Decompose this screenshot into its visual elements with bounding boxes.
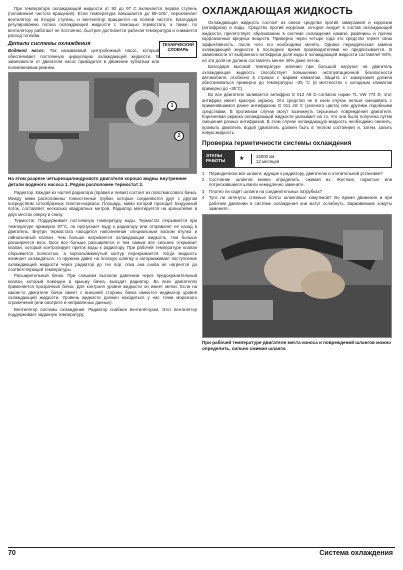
left-column: [8, 6, 197, 319]
pump-term: Водяной насос: [8, 48, 44, 54]
section-title: Система охлаждения: [319, 550, 393, 557]
interval-km: 15000 км: [255, 153, 275, 159]
right-column: [202, 6, 392, 355]
coolant-paragraph-3: Во все двигатели заливается антифриз G 012 А8 D согласно норме TL VW 774 D, этот антифриз имеет красную окраску. Это средство не в коем случае нельзя смешивать с применявшимся ранее антифризом G 011 А8 С (зеленого цвета) или другими подобными средствами. В противном случае могут возникнуть серьезные повреждения двигателя. Коричневая окраска охлаждающей жидкости указывает на то, что она была получена путем смешения разных антифризов. В этом случае охлаждающую жидкость необходимо сменить, промыть двигатель водой (двигатель должен быть в теплом состоянии) и, затем, залить новую жидкость.: [202, 92, 392, 136]
footer-divider: [8, 547, 395, 548]
pump-text: . Так называемый центробежный насос, который обеспечивает постоянную циркуляцию охлаждающей жидкости. В зависимости от двигателя насос приводится в движение зубчатым или поликлиновым ремнем.: [8, 48, 160, 70]
engine-cutaway-photo: [8, 72, 197, 174]
step-item: 2 Состояние шлангов можно определить, сжимая их. Жесткие, пористые или потрескавшиеся шланги немедленно замените.: [202, 176, 392, 188]
callout-2: 2: [174, 131, 184, 141]
hose-check-photo: [202, 214, 392, 338]
step-item: 3 Плотно ли сидят шланги на соединительных патрубках?: [202, 188, 323, 194]
radiator-paragraph: Радиатор. Каждая из частей радиатора (правая и левая) состоит из пластмассового бачка. Между ними расположены тонкостенные трубки, которые соединяются друг с другом посредством сотообразных пластин-каркаса. Площадь, мимо которой проходит воздушный поток, составляет несколько квадратных метров. Радиатор монтируется на кронштейне в двух местах сверху и снизу.: [8, 190, 197, 217]
page-number: 70: [8, 550, 16, 557]
engine-photo-caption: На этом разрезе четырехцилиндрового двигателя хорошо видны внутренние детали водяного насоса 1. Рядом расположен термостат 2.: [8, 176, 187, 187]
hose-illustration: [203, 215, 391, 337]
intro-paragraph: При температуре охлаждающей жидкости от 92 до 97 С включается первая ступень (половинная частота вращения). Если температура повышается до 99–105°, переключает вентилятор на вторую ступень, и вентилятор вращается на полной частоте. Благодаря регулированию потока охлаждающей жидкости с помощью термостата, а также, по вентилятору работают не постоянно, быстрее достигается рабочая температура и снижается расход топлива.: [8, 6, 197, 39]
thermostat-paragraph: Термостат. Поддерживает постоянную температуру воды. Термостат открывается при температуре примерно 87°С, он пропускает воду к радиатору или отправляет ее назад в двигатель. Внутри термостата находится наполненная специальным воском втулка и гайнальчатый клапан. Чем больше нагревается охлаждающая жидкость, тем больше расширяется воск. Воск все больше расширяется и тем самым все сильнее открывает клапан, который контролирует приток воды к радиатору. При рабочей температуре клапан открывается полностью, а корпоскамкинутый контур перекрывается. Когда жидкость начинает охлаждаться, то пружина давит на плоскую шляпку и затормаживает поступление охлаждающей жидкости через радиатор до тех пор, пока она снова не нагреется до соответствующей температуры.: [8, 218, 197, 272]
technical-dictionary-badge: ТЕХНИЧЕСКИЙ СЛОВАРЬ: [159, 41, 197, 58]
fan-paragraph: Вентилятор системы охлаждения. Радиатор снабжен вентилятором. Этот вентилятор поддерживает заданную температуру.: [8, 306, 197, 318]
step-item: 1 Периодически все шланги, идущие к радиатору, двигателю и отопительной установке?: [202, 170, 383, 176]
coolant-paragraph-2: Благодаря высокой температуре кипения при большой нагрузке на двигатель охлаждающая жидкость способствует повышению эксплуатационной безопасности автомобиля, особенно в странах с жарким климатом. Защита от замерзания должна обеспечиваться примерно до температуры –25 °С (в местностях с холодным климатом примерно до –35°С).: [202, 64, 392, 91]
tank-paragraph: Расширительный бачок. При слишком высоком давлении через предохранительный клапан, который помещен в крышку бачка, выходит радиатор. Во всех двигателях применяется прозрачный бачок. Для контроля уровня жидкости он имеет метки. Если на каком-то двигателе бачок имеет с внешней стороны бачка имеются индикатор уровня охлаждающей жидкости. Уровень жидкости должен находиться у нас точки морозного ограничения (или смотрите в неправленых данных).: [8, 273, 197, 306]
work-steps-box: [202, 150, 392, 168]
leak-check-heading: Проверка герметичности системы охлаждения: [202, 139, 352, 147]
cooling-parts-box: [8, 41, 197, 70]
service-interval: [251, 154, 279, 164]
callout-1: 1: [167, 101, 177, 111]
difficulty-star-icon: ★: [239, 156, 245, 163]
box-title: Детали системы охлаждения: [8, 41, 91, 48]
coolant-heading: ОХЛАЖДАЮЩАЯ ЖИДКОСТЬ: [202, 6, 353, 17]
hose-photo-caption: При рабочей температуре двигателя места износа и повреждений шлангов можно определить, сильно сжимая шланги.: [202, 340, 392, 351]
engine-illustration: [9, 73, 196, 173]
pump-paragraph: [8, 48, 159, 70]
interval-months: 12 месяцев: [255, 158, 280, 164]
steps-label: ЭТАПЫ РАБОТЫ: [203, 151, 235, 167]
coolant-paragraph-1: Охлаждающая жидкость состоит из смеси средства против замерзания и коррозии (антифриза) и воды. Средство против коррозии, которое входит в состав охлаждающей жидкости, препятствует образованию в системе охлаждения накипи, ржавчины и прочих коррозионных вредных веществ. Примерно через четыре года это средство теряет свою эффективность, после чего его необходимо менять. Однако периодическая замена охлаждающей жидкости в последнее время производителями не предписывается. В зависимости от выбранного антифриза доля воды в охлаждающей жидкости составляет 60%, но эта доля не должна составлять менее 40% даже летом.: [202, 20, 392, 63]
step-item: 4 Туго ли затянуты стяжные болты шланговых хомутиков? Во время движения и при рабочем давлении в системе охлаждения они могут ослабнуть. Заржавевшие хомуты замените.: [202, 195, 392, 211]
